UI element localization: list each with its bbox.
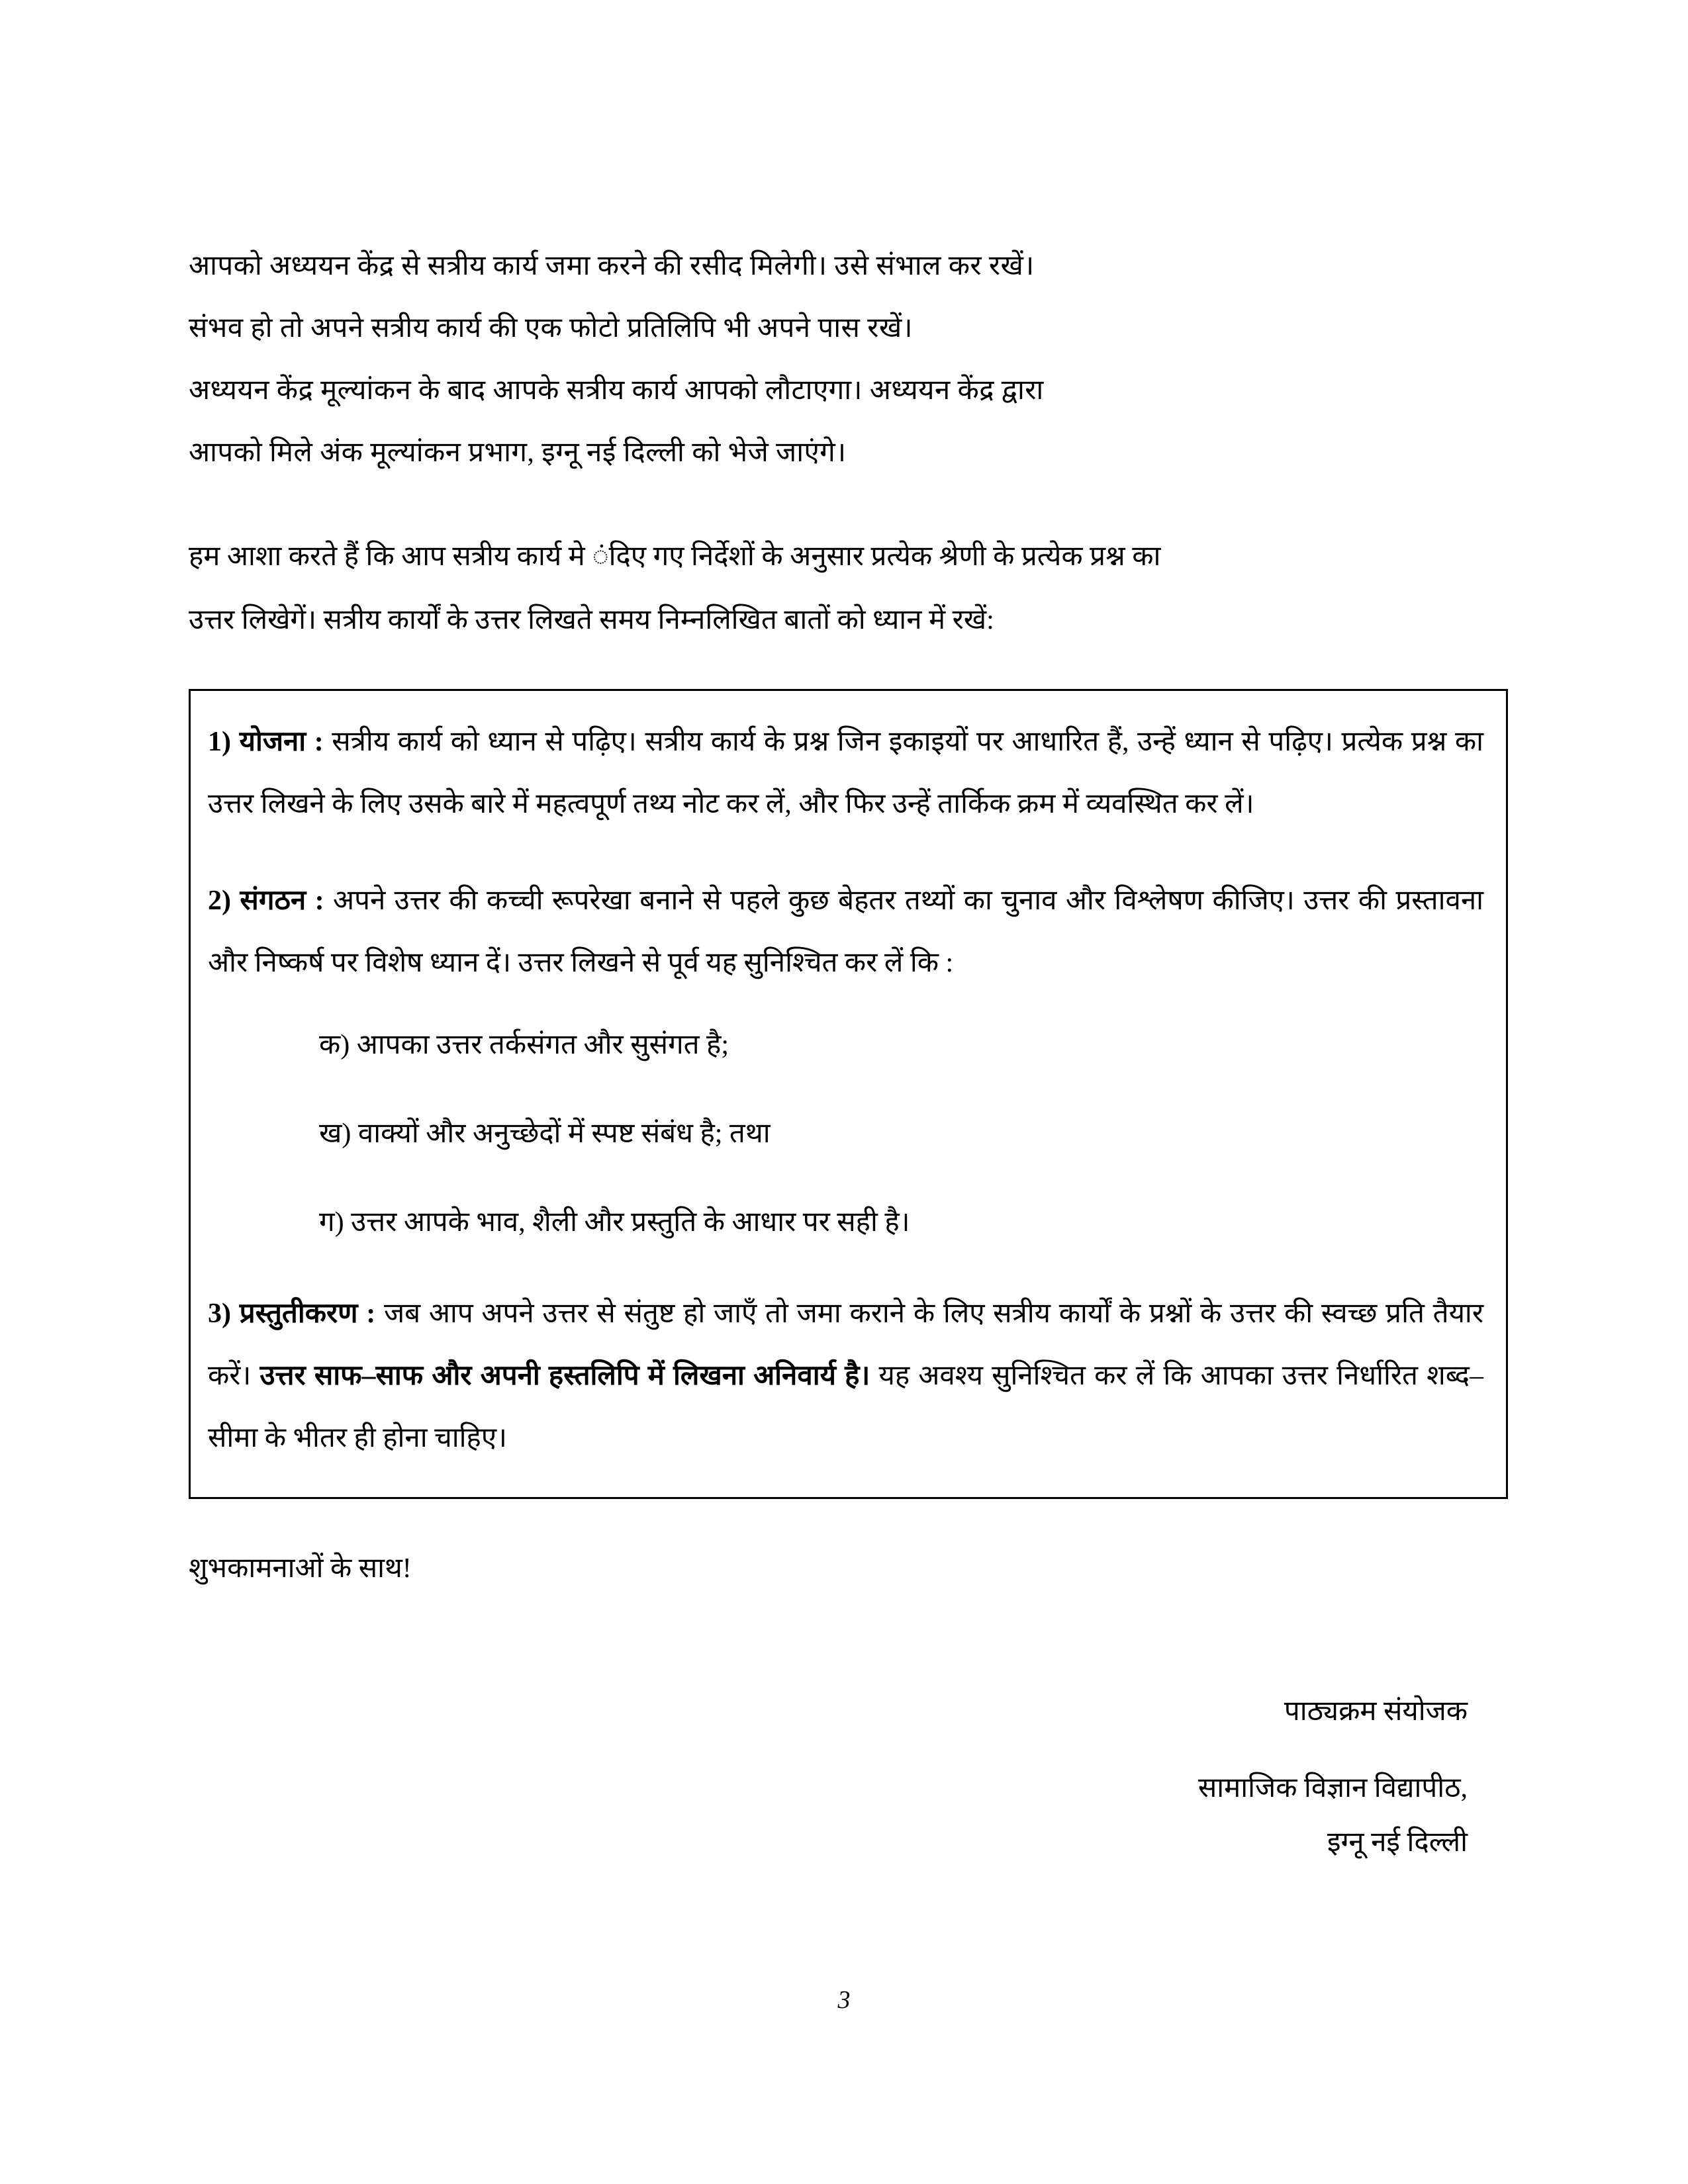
sub-item-ga: ग) उत्तर आपके भाव, शैली और प्रस्तुति के आधार पर सही है। [319, 1207, 910, 1238]
signature-block [189, 1684, 1506, 1870]
sub-item-kha: ख) वाक्यों और अनुच्छेदों में स्पष्ट संबंध है; तथा [319, 1118, 771, 1149]
hope-line-1: हम आशा करते हैं कि आप सत्रीय कार्य मे ंदिए गए निर्देशों के अनुसार प्रत्येक श्रेणी के प्रत्येक प्रश्न का [189, 541, 1161, 572]
instruction-item-3-separator: : [357, 1298, 385, 1329]
sub-item-ka: क) आपका उत्तर तर्कसंगत और सुसंगत है; [319, 1030, 729, 1060]
page-content [189, 235, 1506, 1870]
spacer [189, 484, 1506, 525]
spacer [208, 1253, 1483, 1283]
signature-institution: इग्नू नई दिल्ली [1327, 1827, 1468, 1858]
page-number: 3 [837, 1986, 851, 2014]
instruction-sub-list [208, 1014, 1483, 1253]
instruction-item-1-heading: योजना [239, 727, 306, 757]
instruction-item-1-number: 1) [208, 727, 231, 757]
intro-line-2: संभव हो तो अपने सत्रीय कार्य की एक फोटो प्रतिलिपि भी अपने पास रखें। [189, 313, 913, 343]
instruction-item-2 [208, 870, 1483, 994]
intro-paragraph [189, 235, 1506, 484]
hope-paragraph [189, 525, 1506, 652]
signature-role: पाठ्यक्रम संयोजक [1284, 1696, 1468, 1727]
instruction-item-3-body-after: यह अवश्य सुनिश्चित कर लें कि आपका उत्तर निर्धारित शब्द–सीमा के भीतर ही होना चाहिए। [208, 1361, 1483, 1453]
instruction-item-3-body-bold: उत्तर साफ–साफ और अपनी हस्तलिपि में लिखना अनिवार्य है। [259, 1361, 870, 1391]
instruction-item-2-heading: संगठन [240, 886, 306, 916]
instruction-item-3-heading-space [231, 1298, 240, 1329]
spacer [189, 652, 1506, 689]
instruction-item-1 [208, 711, 1483, 835]
hope-line-2: उत्तर लिखेगें। सत्रीय कार्यों के उत्तर लिखते समय निम्नलिखित बातों को ध्यान में रखें: [189, 605, 994, 635]
closing-line: शुभकामनाओं के साथ! [189, 1553, 412, 1584]
instruction-item-1-separator: : [306, 727, 332, 757]
instruction-item-2-body: अपने उत्तर की कच्ची रूपरेखा बनाने से पहले कुछ बेहतर तथ्यों का चुनाव और विश्लेषण कीजिए। उत्तर की प्रस्तावना और निष्कर्ष पर विशेष ध्यान दें। उत्तर लिखने से पूर्व यह सुनिश्चित कर लें कि : [208, 886, 1484, 978]
signature-school: सामाजिक विज्ञान विद्यापीठ, [1197, 1773, 1468, 1803]
intro-line-1: आपको अध्ययन केंद्र से सत्रीय कार्य जमा करने की रसीद मिलेगी। उसे संभाल कर रखें। [189, 251, 1035, 281]
instruction-item-2-number: 2) [208, 886, 231, 916]
instruction-box [189, 689, 1508, 1499]
instruction-item-2-separator: : [306, 886, 334, 916]
instruction-item-3 [208, 1283, 1483, 1469]
instruction-item-3-body-before: जब आप अपने उत्तर से संतुष्ट हो जाएँ तो जमा कराने के लिए सत्रीय कार्यों के प्रश्नों के उत्तर की स्वच्छ प्रति तैयार करें। [208, 1298, 1483, 1391]
instruction-item-1-heading-space [231, 727, 240, 757]
instruction-item-3-number: 3) [208, 1298, 231, 1329]
instruction-item-1-body: सत्रीय कार्य को ध्यान से पढ़िए। सत्रीय कार्य के प्रश्न जिन इकाइयों पर आधारित हैं, उन्हें ध्यान से पढ़िए। प्रत्येक प्रश्न का उत्तर लिखने के लिए उसके बारे में महत्वपूर्ण तथ्य नोट कर लें, और फिर उन्हें तार्किक क्रम में व्यवस्थित कर लें। [208, 727, 1484, 819]
intro-line-3: अध्ययन केंद्र मूल्यांकन के बाद आपके सत्रीय कार्य आपको लौटाएगा। अध्ययन केंद्र द्वारा [189, 375, 1044, 406]
instruction-item-3-heading: प्रस्तुतीकरण [239, 1298, 358, 1329]
instruction-item-2-heading-space [231, 886, 240, 916]
intro-line-4: आपको मिले अंक मूल्यांकन प्रभाग, इग्नू नई दिल्ली को भेजे जाएंगे। [189, 437, 847, 468]
